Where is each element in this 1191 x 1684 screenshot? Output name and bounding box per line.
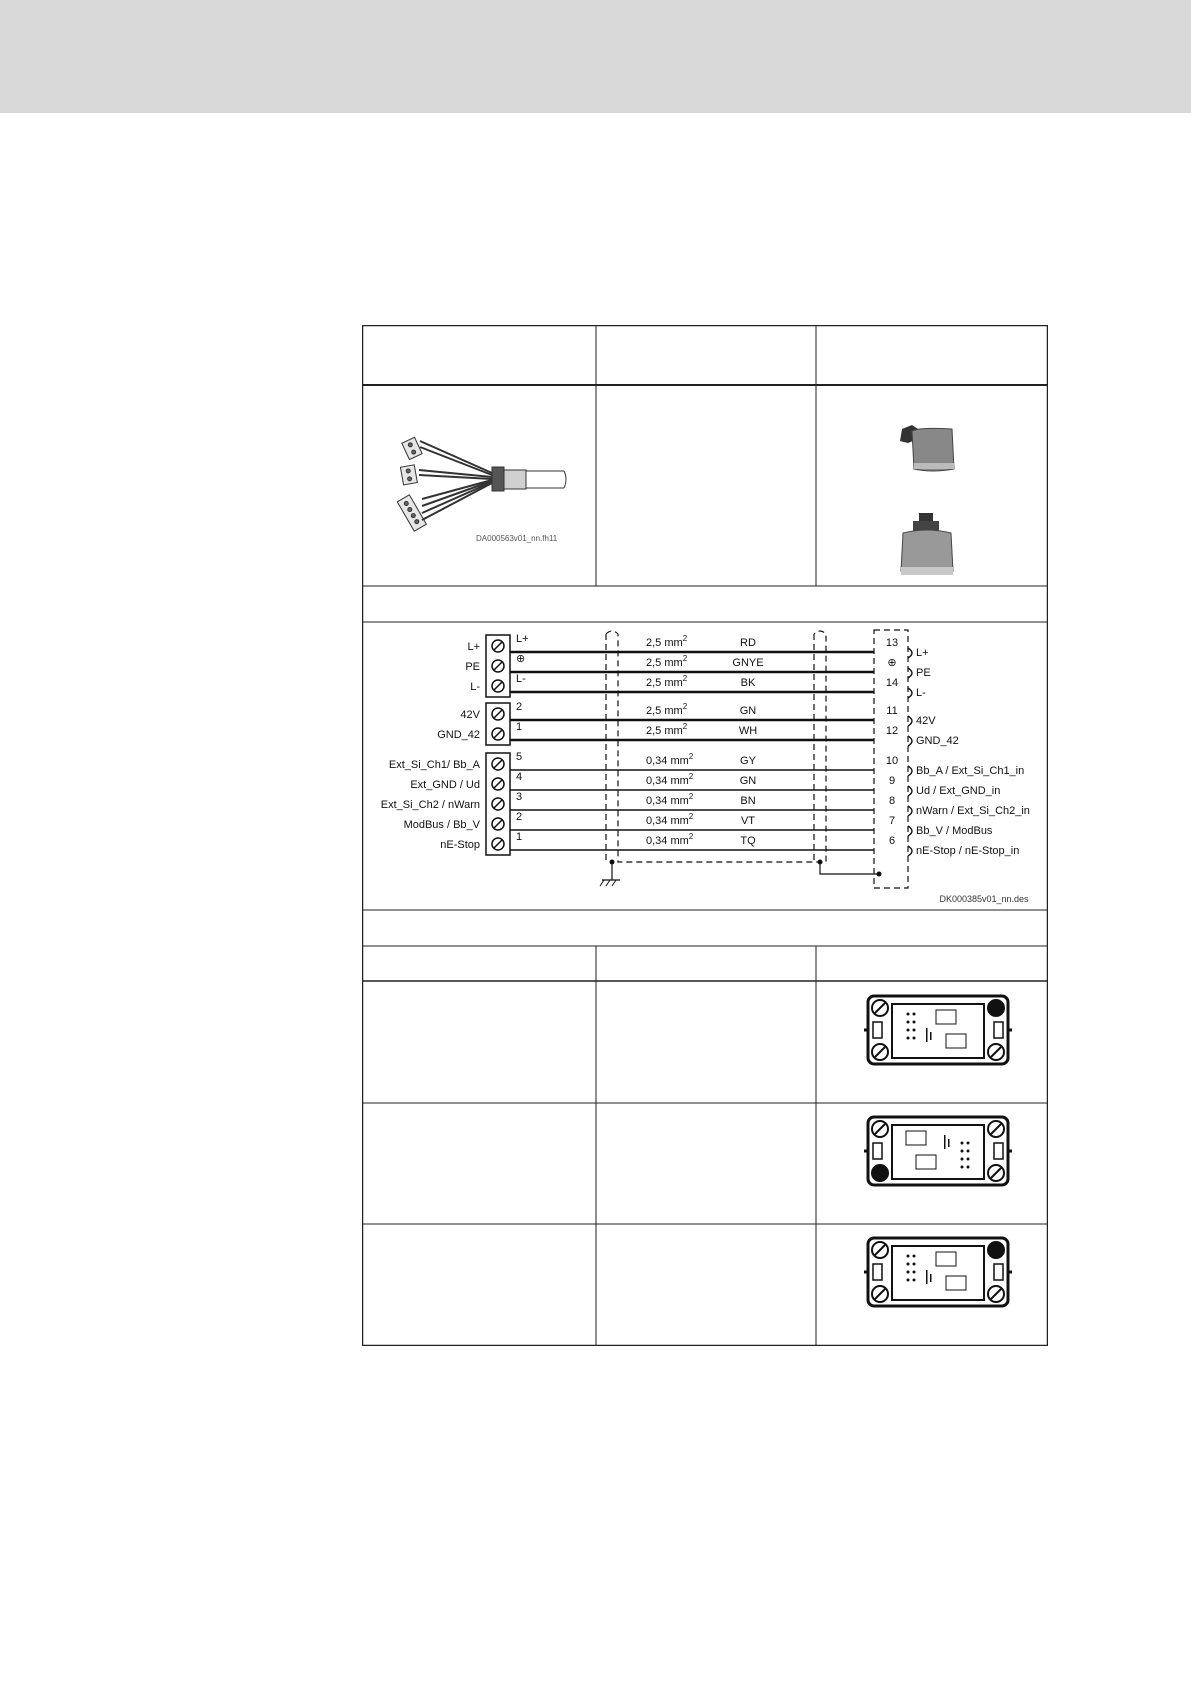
wiring-diagram-ref: DK000385v01_nn.des: [939, 894, 1029, 904]
terminal-number: 5: [516, 751, 523, 763]
superscript-2: 2: [682, 654, 688, 663]
pin-layout-image-3: [858, 1232, 1018, 1312]
terminal-number: L+: [516, 633, 529, 645]
superscript-2: 2: [682, 634, 688, 643]
connector-signal-label: Bb_V / ModBus: [916, 825, 993, 837]
connector-pin-number: ⊕: [887, 657, 897, 669]
wire-cross-section: 2,5 $mm^2$: [646, 634, 688, 649]
superscript-2: 2: [688, 792, 694, 801]
cable-assembly-image: [392, 415, 572, 565]
terminal-number: 1: [516, 831, 523, 843]
cable-drawing-ref: DA000563v01_nn.fh11: [476, 534, 558, 543]
connector-pin-number: 11: [886, 705, 898, 717]
terminal-number: 4: [516, 771, 523, 783]
superscript-2: 2: [682, 722, 688, 731]
superscript-2: 2: [682, 702, 688, 711]
terminal-label: L+: [467, 641, 480, 653]
connector-pin-number: 6: [888, 835, 896, 847]
terminal-label: ModBus / Bb_V: [403, 819, 480, 831]
terminal-label: GND_42: [437, 729, 480, 741]
wire-color-code: BK: [740, 677, 756, 689]
wire-color-code: GY: [740, 755, 756, 767]
connector-pin-number: 8: [888, 795, 896, 807]
superscript-2: 2: [688, 812, 694, 821]
connector-signal-label: 42V: [916, 715, 936, 727]
wire-cross-section: 2,5 $mm^2$: [646, 722, 688, 737]
ground-hatch: [600, 880, 604, 886]
junction-dot: [610, 860, 615, 865]
junction-dot: [877, 872, 882, 877]
connector-pin-number: 12: [885, 725, 899, 737]
shield-drain: [820, 862, 879, 874]
connector-signal-label: L-: [916, 687, 926, 699]
superscript-2: 2: [688, 752, 694, 761]
terminal-label: 42V: [460, 709, 480, 721]
connector-pin-number: 14: [885, 677, 899, 689]
wire-color-code: GN: [739, 705, 757, 717]
page-header-band: [0, 0, 1191, 113]
angled-connector-image: [892, 425, 962, 475]
wire-cross-section: 2,5 $mm^2$: [646, 654, 688, 669]
connector-signal-label: GND_42: [916, 735, 959, 747]
terminal-label: L-: [470, 681, 480, 693]
pin-layout-image-2: [858, 1111, 1018, 1191]
connector-pin-number: 13: [885, 637, 899, 649]
wire-color-code: GNYE: [732, 657, 764, 669]
wiring-diagram: [364, 622, 1046, 909]
wire-cross-section: 0,34 $mm^2$: [646, 832, 694, 847]
ground-hatch: [606, 880, 610, 886]
wire-cross-section: 2,5 $mm^2$: [646, 674, 688, 689]
pin-layout-image-1: [858, 990, 1018, 1070]
connector-signal-label: Ud / Ext_GND_in: [916, 785, 1001, 797]
terminal-number: L-: [516, 673, 526, 685]
wire-color-code: VT: [740, 815, 756, 827]
wire-cross-section: 0,34 $mm^2$: [646, 812, 694, 827]
wire-color-code: WH: [738, 725, 758, 737]
wire-cross-section: 0,34 $mm^2$: [646, 772, 694, 787]
connector-pin-number: 10: [885, 755, 899, 767]
terminal-label: PE: [465, 661, 480, 673]
superscript-2: 2: [688, 772, 694, 781]
wire-color-code: BN: [740, 795, 756, 807]
wire-color-code: TQ: [740, 835, 756, 847]
terminal-label: Ext_Si_Ch2 / nWarn: [380, 799, 480, 811]
straight-connector-image: [897, 513, 957, 579]
wire-color-code: RD: [740, 637, 756, 649]
wire-cross-section: 2,5 $mm^2$: [646, 702, 688, 717]
wire-cross-section: 0,34 $mm^2$: [646, 752, 694, 767]
terminal-number: 2: [516, 701, 523, 713]
connector-signal-label: L+: [916, 647, 929, 659]
terminal-label: nE-Stop: [440, 839, 480, 851]
wire-cross-section: 0,34 $mm^2$: [646, 792, 694, 807]
terminal-number: ⊕: [516, 653, 526, 665]
cable-spec-table: [362, 325, 1048, 1346]
connector-pin-number: 9: [888, 775, 896, 787]
connector-signal-label: nWarn / Ext_Si_Ch2_in: [916, 805, 1030, 817]
superscript-2: 2: [682, 674, 688, 683]
terminal-number: 2: [516, 811, 523, 823]
terminal-label: Ext_Si_Ch1/ Bb_A: [388, 759, 480, 771]
terminal-label: Ext_GND / Ud: [410, 779, 480, 791]
superscript-2: 2: [688, 832, 694, 841]
wire-color-code: GN: [739, 775, 757, 787]
connector-signal-label: PE: [916, 667, 931, 679]
connector-signal-label: Bb_A / Ext_Si_Ch1_in: [916, 765, 1025, 777]
ground-hatch: [612, 880, 616, 886]
terminal-number: 1: [516, 721, 523, 733]
connector-signal-label: nE-Stop / nE-Stop_in: [916, 845, 1020, 857]
connector-pin-number: 7: [888, 815, 896, 827]
cable-shield: [606, 631, 826, 862]
terminal-number: 3: [516, 791, 523, 803]
